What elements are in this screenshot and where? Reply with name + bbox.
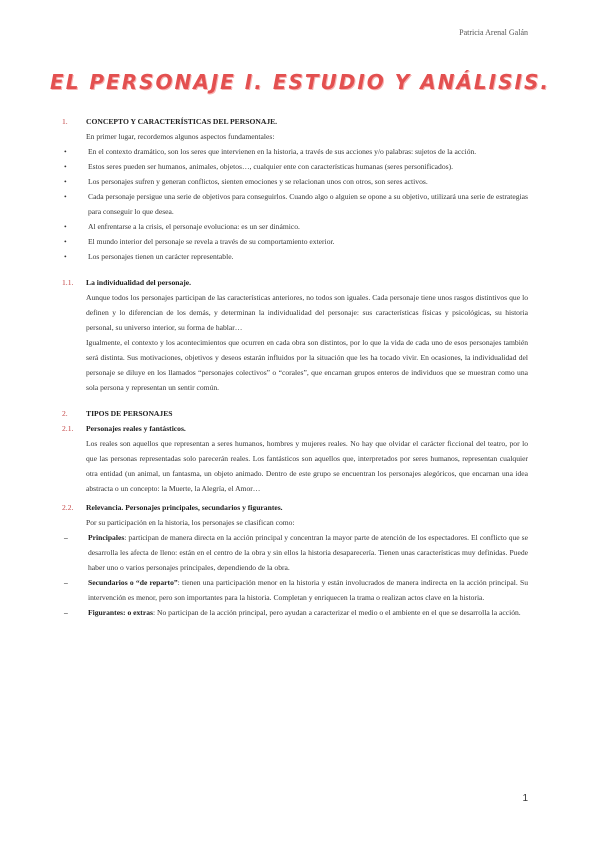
- section-title: CONCEPTO Y CARACTERÍSTICAS DEL PERSONAJE.: [86, 117, 278, 126]
- list-item-text: Estos seres pueden ser humanos, animales, objetos…, cualquier ente con características humanas (seres personificados).: [88, 162, 454, 171]
- section-2-1-heading: [62, 421, 528, 436]
- bullet-icon: [62, 234, 88, 249]
- section-1-intro: En primer lugar, recordemos algunos aspectos fundamentales:: [86, 132, 275, 141]
- list-item-text: El mundo interior del personaje se revela a través de su comportamiento exterior.: [88, 237, 335, 246]
- term: Principales: [88, 533, 125, 542]
- list-item: [62, 159, 528, 174]
- section-number: 2.1.: [62, 424, 74, 433]
- list-item: [62, 144, 528, 159]
- list-item-text: En el contexto dramático, son los seres que intervienen en la historia, a través de sus acciones y/o palabras: sujetos de la acción.: [88, 147, 477, 156]
- section-number: 1.1.: [62, 278, 74, 287]
- paragraph: Igualmente, el contexto y los acontecimientos que ocurren en cada obra son distintos, por lo que la vida de cada uno de esos personajes también será distinta. Sus motivaciones, objetivos y deseos estarán influidos por la situación que les ha tocado vivir. En ocasiones, la individualidad del personaje se diluye en los llamados “personajes colectivos” o “corales”, que encarnan grupos enteros de individuos que se muestran como una sola persona y representan un sentir común.: [86, 338, 528, 392]
- list-item: [62, 249, 528, 264]
- section-number: 2.: [62, 409, 68, 418]
- document-body: [62, 114, 528, 620]
- definition: tienen una participación menor en la historia y están involucrados de manera indirecta en la acción principal. Su intervención es menor, pero son importantes para la historia. Completan y enriquecen la trama o realizan actos clave en la historia.: [88, 578, 528, 602]
- list-item: [62, 234, 528, 249]
- section-1-heading: [62, 114, 528, 129]
- list-item-text: [88, 530, 528, 575]
- term-separator: :: [177, 578, 180, 587]
- list-item: [62, 530, 528, 575]
- page-number: 1: [522, 793, 528, 804]
- definition: No participan de la acción principal, pero ayudan a caracterizar el medio o el ambiente en el que se desarrolla la acción.: [155, 608, 521, 617]
- term-separator: :: [152, 608, 156, 617]
- list-item-text: Los personajes sufren y generan conflictos, sienten emociones y se relacionan unos con otros, son seres activos.: [88, 177, 428, 186]
- section-title: TIPOS DE PERSONAJES: [86, 409, 173, 418]
- dash-icon: –: [64, 608, 68, 617]
- list-item-text: Al enfrentarse a la crisis, el personaje evoluciona: es un ser dinámico.: [88, 222, 300, 231]
- bullet-icon: [62, 249, 88, 264]
- bullet-icon: [62, 219, 88, 234]
- section-number: 1.: [62, 117, 68, 126]
- list-item-text: [88, 575, 528, 605]
- term: Figurantes: o extras: [88, 608, 153, 617]
- paragraph: Los reales son aquellos que representan a seres humanos, hombres y mujeres reales. No hay que olvidar el carácter ficcional del teatro, por lo que las personas representadas solo parecerán reales. Los fantásticos son aquellos que, interpretados por seres humanos, representan cualquier otra entidad (un animal, un fantasma, un objeto animado. Dentro de este grupo se encuentran los personajes alegóricos, que encarnan una idea abstracta o un concepto: la Muerte, la Alegría, el Amor…: [86, 439, 528, 493]
- list-item: [62, 575, 528, 605]
- list-item: [62, 219, 528, 234]
- bullet-icon: [62, 144, 88, 159]
- section-title: Relevancia. Personajes principales, secundarios y figurantes.: [86, 503, 283, 512]
- paragraph: Por su participación en la historia, los personajes se clasifican como:: [86, 518, 295, 527]
- section-number: 2.2.: [62, 503, 74, 512]
- list-item-text: [88, 605, 528, 620]
- definition: participan de manera directa en la acción principal y concentran la mayor parte de atención de los espectadores. El conflicto que se desarrolla les afecta de lleno: están en el centro de la obra y sin ellos la historia desaparecería. Tienen unas características muy definidas. Puede haber uno o varios personajes principales, dependiendo de la obra.: [88, 533, 528, 572]
- section-1-1-heading: [62, 275, 528, 290]
- bullet-icon: [62, 159, 88, 174]
- term-separator: :: [124, 533, 127, 542]
- section-2-heading: [62, 406, 528, 421]
- list-item-text: Los personajes tienen un carácter representable.: [88, 252, 234, 261]
- list-item: [62, 174, 528, 189]
- section-2-2-heading: [62, 500, 528, 515]
- header-author: Patricia Arenal Galán: [459, 28, 528, 37]
- section-title: La individualidad del personaje.: [86, 278, 192, 287]
- section-title: Personajes reales y fantásticos.: [86, 424, 186, 433]
- term: Secundarios o “de reparto”: [88, 578, 178, 587]
- dash-icon: –: [64, 578, 68, 587]
- list-item-text: Cada personaje persigue una serie de objetivos para conseguirlos. Cuando algo o alguien se opone a su objetivo, utilizará una serie de estrategias para conseguir lo que desea.: [88, 192, 528, 216]
- bullet-icon: [62, 174, 88, 189]
- bullet-icon: [62, 189, 88, 219]
- paragraph: Aunque todos los personajes participan de las características anteriores, no todos son iguales. Cada personaje tiene unos rasgos distintivos que lo definen y lo diferencian de los demás, y determinan la individualidad del personaje: sus características físicas y psicológicas, su historia personal, su universo interior, su forma de hablar…: [86, 293, 528, 332]
- page-title: EL PERSONAJE I. ESTUDIO Y ANÁLISIS.: [50, 70, 550, 94]
- dash-icon: –: [64, 533, 68, 542]
- list-item: [62, 605, 528, 620]
- list-item: [62, 189, 528, 219]
